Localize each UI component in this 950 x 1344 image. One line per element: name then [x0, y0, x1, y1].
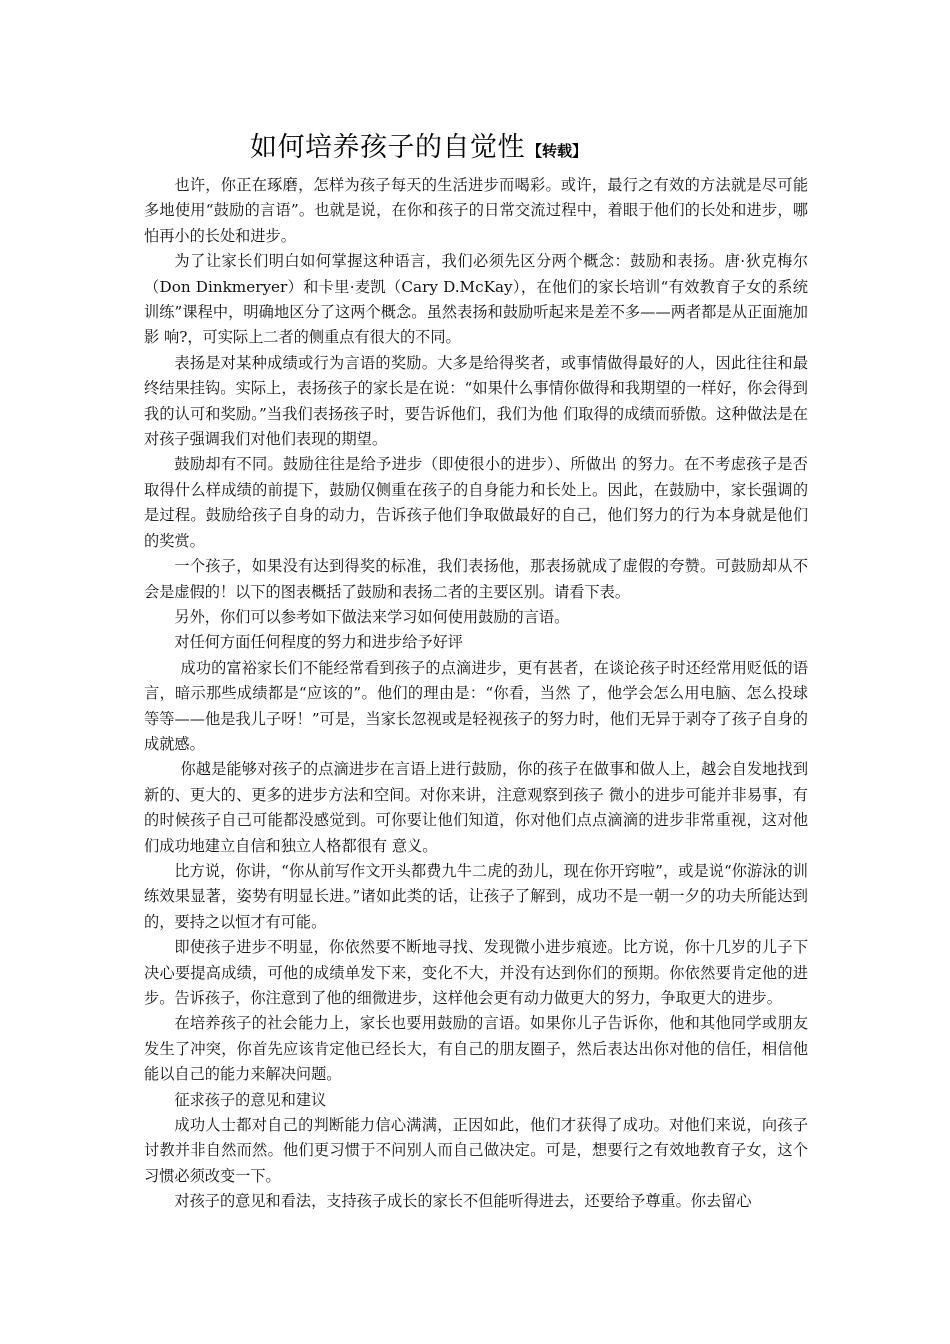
paragraph: 表扬是对某种成绩或行为言语的奖励。大多是给得奖者，或事情做得最好的人，因此往往和最终结果挂钩。实际上，表扬孩子的家长是在说：“如果什么事情你做得和我期望的一样好，你会得到我的认可和奖励。”当我们表扬孩子时，要告诉他们，我们为他 们取得的成绩而骄傲。这种做法是在对孩子强调我们对他们表现的期望。	[144, 353, 808, 449]
paragraph: 比方说，你讲，“你从前写作文开头都费九牛二虎的劲儿，现在你开窍啦”，或是说“你游泳的训练效果显著，姿势有明显长进。”诸如此类的话，让孩子了解到，成功不是一朝一夕的功夫所能达到的，要持之以恒才有可能。	[144, 861, 808, 931]
paragraph: 对孩子的意见和看法，支持孩子成长的家长不但能听得进去，还要给予尊重。你去留心	[174, 1192, 752, 1211]
repost-tag: 【转载】	[527, 142, 588, 160]
document-title-row	[250, 130, 587, 169]
paragraph: 另外，你们可以参考如下做法来学习如何使用鼓励的言语。	[174, 607, 570, 626]
paragraph: 也许，你正在琢磨，怎样为孩子每天的生活进步而喝彩。或许，最行之有效的方法就是尽可能多地使用“鼓励的言语”。也就是说，在你和孩子的日常交流过程中，着眼于他们的长处和进步，哪怕再小的长处和进步。	[144, 176, 808, 245]
paragraph: 成功的富裕家长们不能经常看到孩子的点滴进步，更有甚者，在谈论孩子时还经常用贬低的语言，暗示那些成绩都是“应该的”。他们的理由是：“你看，当然 了，他学会怎么用电脑、怎么投球等等——他是我儿子呀！”可是，当家长忽视或是轻视孩子的努力时，他们无异于剥夺了孩子自身的成就感。	[144, 658, 808, 753]
paragraph: 在培养孩子的社会能力上，家长也要用鼓励的言语。如果你儿子告诉你，他和其他同学或朋友发生了冲突，你首先应该肯定他已经长大，有自己的朋友圈子，然后表达出你对他的信任，相信他能以自己的能力来解决问题。	[144, 1014, 808, 1084]
section-heading: 对任何方面任何程度的努力和进步给予好评	[174, 633, 463, 652]
document-body	[144, 173, 808, 1215]
paragraph: 鼓励却有不同。鼓励往往是给予进步（即使很小的进步）、所做出 的努力。在不考虑孩子是否取得什么样成绩的前提下，鼓励仅侧重在孩子的自身能力和长处上。因此，在鼓励中，家长强调的是过程。鼓励给孩子自身的动力，告诉孩子他们争取做最好的自己，他们努力的行为本身就是他们的奖赏。	[144, 455, 808, 550]
paragraph: 成功人士都对自己的判断能力信心满满，正因如此，他们才获得了成功。对他们来说，向孩子讨教并非自然而然。他们更习惯于不问别人而自己做决定。可是，想要行之有效地教育子女，这个习惯必须改变一下。	[144, 1116, 808, 1185]
paragraph: 一个孩子，如果没有达到得奖的标准，我们表扬他，那表扬就成了虚假的夸赞。可鼓励却从不会是虚假的！以下的图表概括了鼓励和表扬二者的主要区别。请看下表。	[144, 557, 808, 601]
paragraph: 即使孩子进步不明显，你依然要不断地寻找、发现微小进步痕迹。比方说，你十几岁的儿子下决心要提高成绩，可他的成绩单发下来，变化不大，并没有达到你们的预期。你依然要肯定他的进步。告诉孩子，你注意到了他的细微进步，这样他会更有动力做更大的努力，争取更大的进步。	[144, 938, 808, 1007]
paragraph: 为了让家长们明白如何掌握这种语言，我们必须先区分两个概念：鼓励和表扬。唐·狄克梅尔（Don Dinkmeryer）和卡里·麦凯（Cary D.McKay），在他们的家长培训“有效教育子女的系统训练”课程中，明确地区分了这两个概念。虽然表扬和鼓励听起来是差不多——两者都是从正面施加影 响?，可实际上二者的侧重点有很大的不同。	[144, 252, 808, 347]
paragraph: 你越是能够对孩子的点滴进步在言语上进行鼓励，你的孩子在做事和做人上，越会自发地找到新的、更大的、更多的进步方法和空间。对你来讲，注意观察到孩子 微小的进步可能并非易事，有的时候孩子自己可能都没感觉到。可你要让他们知道，你对他们点点滴滴的进步非常重视，这对他们成功地建立自信和独立人格都很有 意义。	[144, 760, 808, 855]
section-heading: 征求孩子的意见和建议	[174, 1090, 327, 1109]
document-title: 如何培养孩子的自觉性	[250, 132, 525, 163]
